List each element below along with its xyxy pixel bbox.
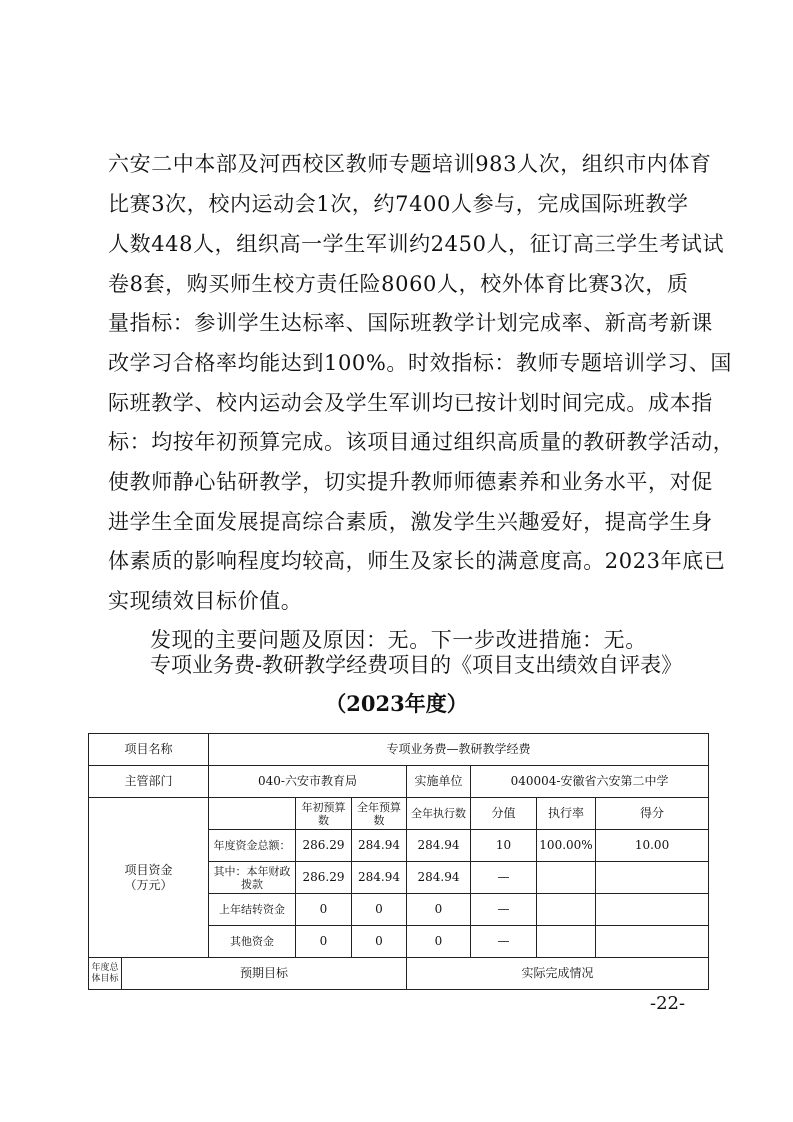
header-initial-budget: 年初预算数	[296, 798, 352, 830]
funds-full: 284.94	[352, 862, 407, 894]
body-line-5: 量指标：参训学生达标率、国际班教学计划完成率、新高考新课	[108, 311, 713, 335]
row-goals-header	[89, 958, 709, 990]
problems-text: 发现的主要问题及原因：无。下一步改进措施：无。	[150, 628, 647, 652]
funds-label	[89, 798, 209, 958]
funds-header-blank	[209, 798, 296, 830]
funds-row-label: 其中：本年财政拨款	[209, 862, 296, 894]
body-line-8: 标：均按年初预算完成。该项目通过组织高质量的教研教学活动，	[108, 430, 735, 454]
body-line-10: 进学生全面发展提高综合素质，激发学生兴趣爱好，提高学生身	[108, 510, 713, 534]
row-project-name	[89, 734, 709, 766]
funds-rate	[537, 926, 596, 958]
funds-rate: 100.00%	[537, 830, 596, 862]
page-number: -22-	[650, 993, 686, 1014]
funds-full: 284.94	[352, 830, 407, 862]
project-name-value: 专项业务费—教研教学经费	[209, 734, 709, 766]
body-line-7: 际班教学、校内运动会及学生军训均已按计划时间完成。成本指	[108, 391, 713, 415]
funds-initial: 286.29	[296, 830, 352, 862]
funds-executed: 0	[407, 926, 471, 958]
header-full-budget: 全年预算数	[352, 798, 407, 830]
header-rate: 执行率	[537, 798, 596, 830]
funds-row-label: 其他资金	[209, 926, 296, 958]
actual-completion-header: 实际完成情况	[407, 958, 709, 990]
funds-score	[596, 862, 709, 894]
body-line-6: 改学习合格率均能达到100%。时效指标：教师专题培训学习、国	[108, 351, 733, 375]
funds-full: 0	[352, 894, 407, 926]
goal-label: 年度总体目标	[89, 958, 122, 990]
funds-row-label: 年度资金总额：	[209, 830, 296, 862]
funds-rate	[537, 862, 596, 894]
funds-score	[596, 926, 709, 958]
funds-full: 0	[352, 926, 407, 958]
unit-value: 040004-安徽省六安第二中学	[471, 766, 709, 798]
row-department	[89, 766, 709, 798]
funds-row-label: 上年结转资金	[209, 894, 296, 926]
header-score-value: 分值	[471, 798, 537, 830]
body-line-4: 卷8套，购买师生校方责任险8060人，校外体育比赛3次，质	[108, 272, 689, 296]
performance-table	[88, 733, 709, 990]
project-name-label: 项目名称	[89, 734, 209, 766]
expected-goal-header: 预期目标	[122, 958, 407, 990]
funds-initial: 286.29	[296, 862, 352, 894]
funds-score-value: —	[471, 894, 537, 926]
table-year: （2023年度）	[325, 691, 468, 716]
header-score: 得分	[596, 798, 709, 830]
dept-label: 主管部门	[89, 766, 209, 798]
body-line-12: 实现绩效目标价值。	[108, 589, 303, 613]
funds-score	[596, 894, 709, 926]
row-funds-header	[89, 798, 709, 830]
body-line-3: 人数448人，组织高一学生军训约2450人，征订高三学生考试试	[108, 232, 725, 256]
funds-score-value: —	[471, 926, 537, 958]
funds-executed: 0	[407, 894, 471, 926]
unit-label: 实施单位	[407, 766, 471, 798]
funds-score-value: —	[471, 862, 537, 894]
funds-score-value: 10	[471, 830, 537, 862]
funds-score: 10.00	[596, 830, 709, 862]
dept-value: 040-六安市教育局	[209, 766, 407, 798]
funds-label-line-1: 项目资金	[124, 862, 173, 877]
body-line-2: 比赛3次，校内运动会1次，约7400人参与，完成国际班教学	[108, 192, 689, 216]
table-title: 专项业务费-教研教学经费项目的《项目支出绩效自评表》	[150, 653, 683, 677]
header-executed: 全年执行数	[407, 798, 471, 830]
funds-initial: 0	[296, 926, 352, 958]
funds-initial: 0	[296, 894, 352, 926]
body-line-1: 六安二中本部及河西校区教师专题培训983人次，组织市内体育	[108, 152, 712, 176]
funds-rate	[537, 894, 596, 926]
body-line-9: 使教师静心钻研教学，切实提升教师师德素养和业务水平，对促	[108, 470, 713, 494]
body-line-11: 体素质的影响程度均较高，师生及家长的满意度高。2023年底已	[108, 549, 726, 573]
funds-label-line-2: （万元）	[124, 877, 173, 892]
funds-executed: 284.94	[407, 830, 471, 862]
funds-executed: 284.94	[407, 862, 471, 894]
